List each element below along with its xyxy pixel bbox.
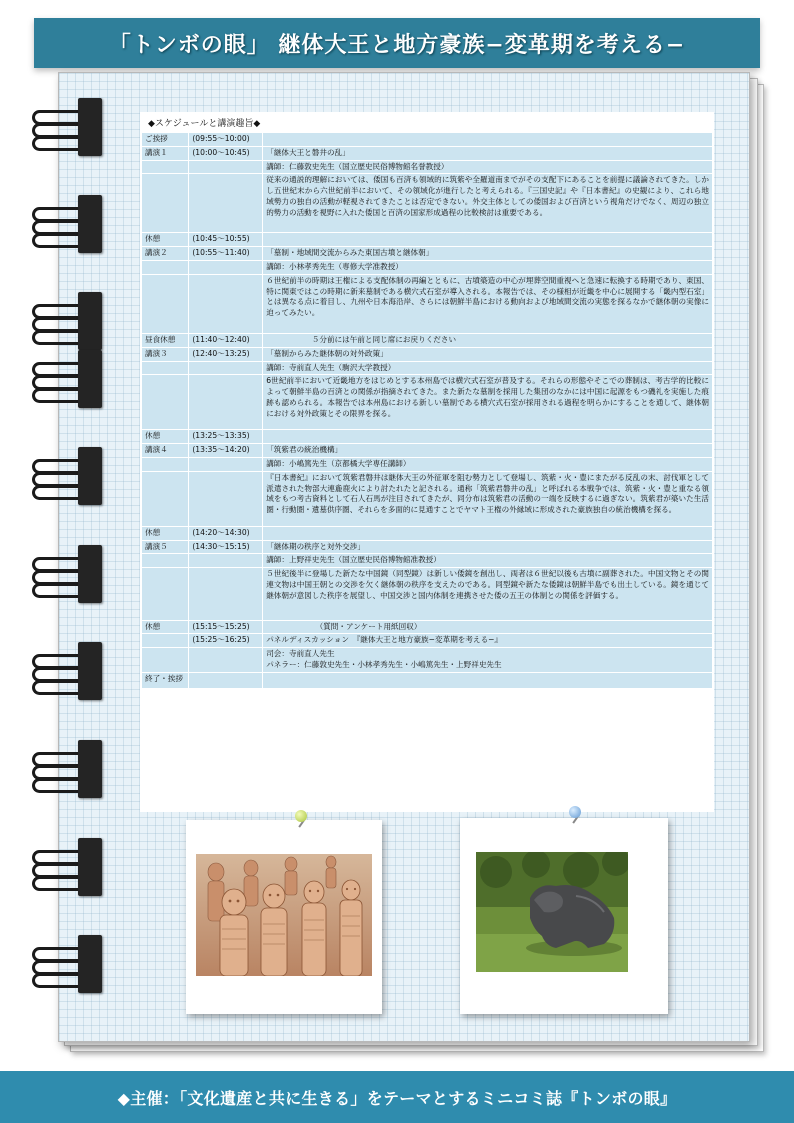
- spiral-ring: [30, 98, 106, 158]
- schedule-label: 終了・挨拶: [142, 673, 188, 688]
- ring-post: [78, 195, 102, 253]
- schedule-row: [142, 133, 712, 146]
- pushpin-icon: [569, 806, 581, 818]
- schedule-content: （質問・アンケート用紙回収）: [263, 621, 712, 634]
- schedule-label: 講演５: [142, 541, 188, 554]
- schedule-content: 講師：小嶋篤先生（京都橘大学専任講師）: [263, 458, 712, 471]
- spiral-ring: [30, 447, 106, 507]
- schedule-content: 「筑紫君の統治機構」: [263, 444, 712, 457]
- ring-post: [78, 292, 102, 350]
- schedule-row: [142, 261, 712, 274]
- schedule-label: [142, 375, 188, 429]
- schedule-time: [189, 261, 262, 274]
- ring-post: [78, 447, 102, 505]
- footer-text: ◆主催：「文化遺産と共に生きる」をテーマとするミニコミ誌『トンボの眼』: [117, 1088, 677, 1108]
- schedule-row: [142, 472, 712, 526]
- schedule-time: [189, 375, 262, 429]
- schedule-row: [142, 161, 712, 174]
- spiral-ring: [30, 545, 106, 605]
- schedule-time: [189, 174, 262, 232]
- schedule-content: 司会：寺前直人先生 パネラー：仁藤敦史先生・小林孝秀先生・小嶋篤先生・上野祥史先生: [263, 648, 712, 672]
- footer-bar: [0, 1071, 794, 1123]
- schedule-label: ご挨拶: [142, 133, 188, 146]
- ring-post: [78, 545, 102, 603]
- schedule-heading: ◆スケジュールと講演趣旨◆: [148, 119, 261, 129]
- schedule-content: ５分前には午前と同じ席にお戻りください: [263, 334, 712, 347]
- schedule-content: [263, 527, 712, 540]
- spiral-ring: [30, 935, 106, 995]
- ring-post: [78, 740, 102, 798]
- schedule-label: 休憩: [142, 430, 188, 443]
- schedule-content: 講師：小林孝秀先生（専修大学准教授）: [263, 261, 712, 274]
- schedule-content: [263, 233, 712, 246]
- schedule-row: [142, 147, 712, 160]
- schedule-content: 「墓制・地域間交流からみた東国古墳と継体朝」: [263, 247, 712, 260]
- schedule-row: [142, 621, 712, 634]
- schedule-row: [142, 444, 712, 457]
- schedule-label: [142, 648, 188, 672]
- schedule-time: (15:25～16:25): [189, 634, 262, 647]
- schedule-time: [189, 472, 262, 526]
- schedule-content: パネルディスカッション 『継体大王と地方豪族−変革期を考える−』: [263, 634, 712, 647]
- schedule-time: (12:40～13:25): [189, 348, 262, 361]
- session-description: 従来の通説的理解においては、倭国も百済も領域的に筑紫や全羅道南までがその支配下にあることを前提に議論されてきた。しかし五世紀末から六世紀前半において、その領域化が進行したと考えられる。『三国史記』や『日本書紀』の史観により、これら地域勢力の独自の活動が軽視されてきたことは否定できない。外交主体としての倭国および百済という視角だけでなく、周辺の独立的勢力の活動を視野に入れた倭国と百済の国家形成過程の比較検討は重要である。: [263, 174, 712, 232]
- schedule-time: [189, 568, 262, 619]
- schedule-label: [142, 174, 188, 232]
- schedule-content: [263, 133, 712, 146]
- schedule-row: [142, 673, 712, 688]
- schedule-content: 「墓制からみた継体朝の対外政策」: [263, 348, 712, 361]
- schedule-row: [142, 527, 712, 540]
- schedule-content: 講師：仁藤敦史先生（国立歴史民俗博物館名誉教授）: [263, 161, 712, 174]
- stone-horse-photo: [476, 852, 628, 972]
- schedule-row: [142, 568, 712, 619]
- session-description: 『日本書紀』において筑紫君磐井は継体大王の外征軍を阻む勢力として登場し、筑紫・火・豊にまたがる反乱の末、討伐軍として派遣された物部大連麁鹿火により討たれたと記される。通称「筑紫君磐井の乱」と呼ばれる本戦争では、筑紫・火・豊と重なる領域をもつ考古資料として石人石馬が注目されてきたが、同分布は筑紫君の活動の一端を反映するに過ぎない。筑紫君が築いた生活圏・行動圏・遺墓供序圏、それらを多面的に見通すことでヤマト王権の外縁域に形成された豪族独自の統治機構を探る。: [263, 472, 712, 526]
- schedule-label: [142, 554, 188, 567]
- schedule-time: [189, 275, 262, 333]
- schedule-table: [141, 132, 713, 689]
- ring-post: [78, 642, 102, 700]
- schedule-time: [189, 554, 262, 567]
- schedule-time: (14:20～14:30): [189, 527, 262, 540]
- schedule-label: [142, 472, 188, 526]
- schedule-label: 講演１: [142, 147, 188, 160]
- schedule-time: [189, 362, 262, 375]
- schedule-label: [142, 261, 188, 274]
- schedule-label: 講演３: [142, 348, 188, 361]
- schedule-label: 休憩: [142, 621, 188, 634]
- schedule-row: [142, 334, 712, 347]
- schedule-time: (13:25～13:35): [189, 430, 262, 443]
- schedule-time: (10:00～10:45): [189, 147, 262, 160]
- schedule-row: [142, 430, 712, 443]
- schedule-time: (09:55～10:00): [189, 133, 262, 146]
- schedule-content: [263, 673, 712, 688]
- schedule-row: [142, 233, 712, 246]
- schedule-label: [142, 568, 188, 619]
- schedule-label: 昼食休憩: [142, 334, 188, 347]
- ring-post: [78, 935, 102, 993]
- schedule-row: [142, 541, 712, 554]
- schedule-row: [142, 247, 712, 260]
- schedule-label: [142, 161, 188, 174]
- photo-frame-right: [460, 818, 668, 1014]
- page-title: 「トンボの眼」 継体大王と地方豪族−変革期を考える−: [108, 31, 686, 58]
- schedule-content: 講師：上野祥史先生（国立歴史民俗博物館准教授）: [263, 554, 712, 567]
- schedule-label: [142, 458, 188, 471]
- schedule-label: [142, 634, 188, 647]
- schedule-time: [189, 161, 262, 174]
- schedule-row: [142, 375, 712, 429]
- schedule-label: 講演４: [142, 444, 188, 457]
- session-description: ６世紀前半の時期は王権による支配体制の再編とともに、古墳築造の中心が埋葬空間重視へと急速に転換する時期であり、東国、特に関東ではこの時期に新来墓制である横穴式石室が導入される。本報告では、その様相が近畿を中心に展開する「畿内型石室」とは異なる点に着目し、九州や日本海沿岸、さらには朝鮮半島における動向および地域間交流の実態を探るなかで継体朝の実像に迫ってみたい。: [263, 275, 712, 333]
- photo-frame-left: [186, 820, 382, 1014]
- spiral-ring: [30, 642, 106, 702]
- schedule-time: (10:45～10:55): [189, 233, 262, 246]
- title-bar: [34, 18, 760, 68]
- ring-post: [78, 838, 102, 896]
- schedule-content: 「継体期の秩序と対外交渉」: [263, 541, 712, 554]
- schedule-content: 「継体大王と磐井の乱」: [263, 147, 712, 160]
- haniwa-warriors-photo: [196, 854, 372, 976]
- pushpin-icon: [295, 810, 307, 822]
- schedule-time: (13:35～14:20): [189, 444, 262, 457]
- spiral-ring: [30, 195, 106, 255]
- schedule-time: (11:40～12:40): [189, 334, 262, 347]
- schedule-content: [263, 430, 712, 443]
- spiral-ring: [30, 740, 106, 800]
- schedule-row: [142, 458, 712, 471]
- schedule-time: (10:55～11:40): [189, 247, 262, 260]
- spiral-ring: [30, 292, 106, 352]
- spiral-ring: [30, 838, 106, 898]
- schedule-row: [142, 648, 712, 672]
- schedule-row: [142, 174, 712, 232]
- schedule-row: [142, 554, 712, 567]
- schedule-row: [142, 348, 712, 361]
- session-description: 6世紀前半において近畿地方をはじめとする本州島では横穴式石室が普及する。それらの形態やそこでの葬制は、考古学的比較によって朝鮮半島の百済との関係が指摘されてきた。また新たな墓制を採用した集団のなかには中国に起源をもつ磯礼を実施した痕跡も認められる。本報告では本州島における新しい墓制である横穴式石室が採用される過程を明らかにすることを通して、継体朝における対外政策とその限界を探る。: [263, 375, 712, 429]
- schedule-time: [189, 458, 262, 471]
- schedule-time: (15:15～15:25): [189, 621, 262, 634]
- schedule-label: 休憩: [142, 527, 188, 540]
- schedule-label: [142, 362, 188, 375]
- schedule-label: 講演２: [142, 247, 188, 260]
- spiral-ring: [30, 350, 106, 410]
- ring-post: [78, 98, 102, 156]
- schedule-time: (14:30～15:15): [189, 541, 262, 554]
- ring-post: [78, 350, 102, 408]
- schedule-label: [142, 275, 188, 333]
- schedule-content: 講師：寺前直人先生（駒沢大学教授）: [263, 362, 712, 375]
- session-description: ５世紀後半に登場した新たな中国鏡（同型鏡）は新しい倭鏡を創出し、両者は６世紀以後も古墳に副葬された。中国文物とその関連文物は中国王朝との交渉を欠く継体朝の秩序を支えたのである。同型鏡や新たな倭鏡は朝鮮半島でも出土している。鏡を通じて継体朝が意図した秩序を展望し、中国交渉と国内体制を連携させた倭の五王の体制との関係を評価する。: [263, 568, 712, 619]
- schedule-row: [142, 362, 712, 375]
- schedule-row: [142, 634, 712, 647]
- schedule-time: [189, 648, 262, 672]
- schedule-label: 休憩: [142, 233, 188, 246]
- schedule-row: [142, 275, 712, 333]
- schedule-time: [189, 673, 262, 688]
